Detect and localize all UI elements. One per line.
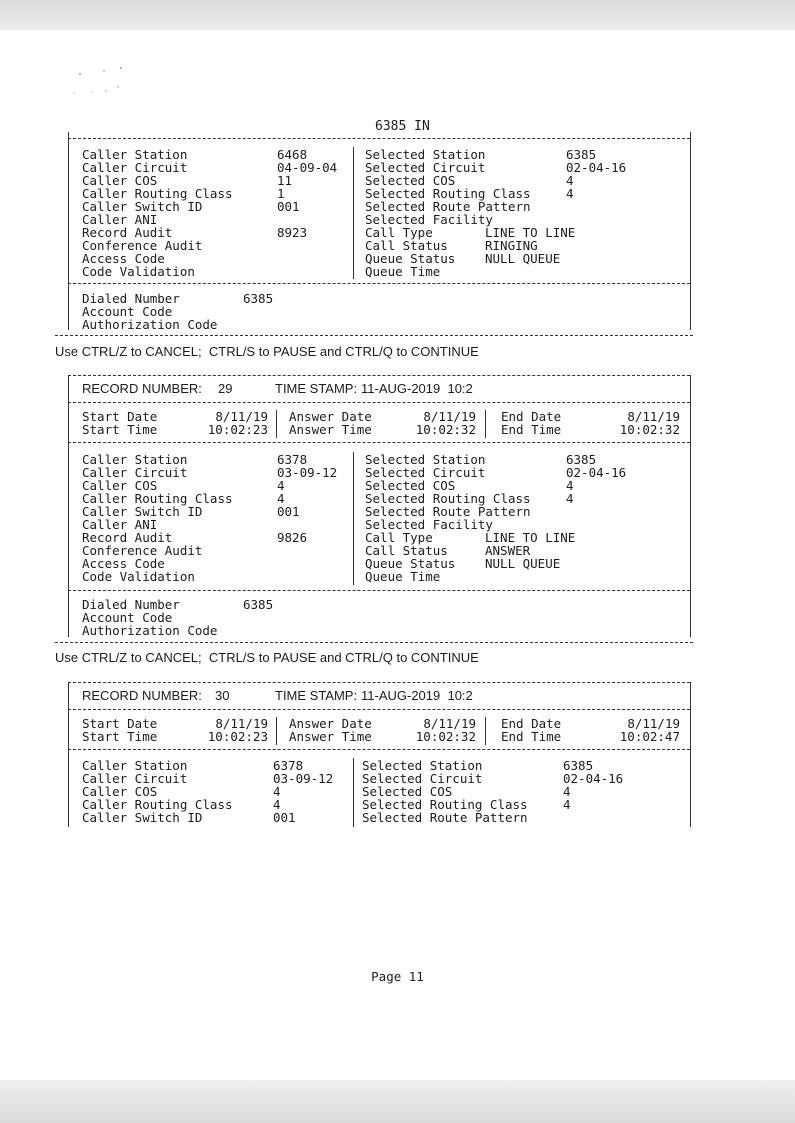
value-record-audit: 8923 bbox=[277, 225, 308, 240]
divider bbox=[55, 642, 693, 643]
frame-left bbox=[68, 682, 69, 827]
label-queue-status: Queue Status bbox=[365, 251, 456, 266]
value-caller-routing-class: 1 bbox=[277, 186, 285, 201]
label-answer-date: Answer Date bbox=[289, 409, 372, 424]
label-queue-time: Queue Time bbox=[365, 264, 441, 279]
value-caller-station: 6378 bbox=[277, 452, 308, 467]
label-caller-cos: Caller COS bbox=[82, 478, 158, 493]
value-selected-cos: 4 bbox=[563, 784, 571, 799]
label-dialed-number: Dialed Number bbox=[82, 291, 180, 306]
label-time-stamp: TIME STAMP: bbox=[275, 688, 358, 703]
value-caller-circuit: 04-09-04 bbox=[277, 160, 338, 175]
label-start-date: Start Date bbox=[82, 409, 158, 424]
label-call-status: Call Status bbox=[365, 238, 448, 253]
label-account-code: Account Code bbox=[82, 304, 173, 319]
label-conference-audit: Conference Audit bbox=[82, 238, 203, 253]
label-end-date: End Date bbox=[501, 409, 562, 424]
frame-left bbox=[68, 375, 69, 637]
value-caller-circuit: 03-09-12 bbox=[273, 771, 334, 786]
value-selected-station: 6385 bbox=[563, 758, 594, 773]
label-time-stamp: TIME STAMP: bbox=[275, 381, 358, 396]
label-selected-routing-class: Selected Routing Class bbox=[365, 186, 531, 201]
label-caller-routing-class: Caller Routing Class bbox=[82, 797, 233, 812]
column-separator bbox=[276, 410, 277, 438]
label-account-code: Account Code bbox=[82, 610, 173, 625]
value-selected-circuit: 02-04-16 bbox=[566, 465, 627, 480]
value-queue-status: NULL QUEUE bbox=[485, 251, 561, 266]
label-code-validation: Code Validation bbox=[82, 264, 195, 279]
value-call-type: LINE TO LINE bbox=[485, 225, 576, 240]
value-start-time: 10:02:23 bbox=[207, 422, 268, 437]
value-end-time: 10:02:32 bbox=[619, 422, 680, 437]
column-separator bbox=[276, 717, 277, 745]
label-authorization-code: Authorization Code bbox=[82, 623, 218, 638]
label-selected-route-pattern: Selected Route Pattern bbox=[362, 810, 528, 825]
value-start-time: 10:02:23 bbox=[207, 729, 268, 744]
frame-right bbox=[690, 132, 691, 330]
label-answer-time: Answer Time bbox=[289, 422, 372, 437]
divider bbox=[68, 749, 690, 750]
column-separator bbox=[485, 410, 486, 438]
label-end-time: End Time bbox=[501, 729, 562, 744]
value-caller-station: 6378 bbox=[273, 758, 304, 773]
frame-left bbox=[68, 132, 69, 330]
label-record-audit: Record Audit bbox=[82, 225, 173, 240]
page-number: Page 11 bbox=[371, 969, 424, 984]
label-record-audit: Record Audit bbox=[82, 530, 173, 545]
label-access-code: Access Code bbox=[82, 556, 165, 571]
column-separator bbox=[485, 717, 486, 745]
label-caller-circuit: Caller Circuit bbox=[82, 160, 188, 175]
value-selected-routing-class: 4 bbox=[563, 797, 571, 812]
value-call-status: RINGING bbox=[485, 238, 538, 253]
label-start-time: Start Time bbox=[82, 422, 158, 437]
value-record-audit: 9826 bbox=[277, 530, 308, 545]
label-end-time: End Time bbox=[501, 422, 562, 437]
label-record-number: RECORD NUMBER: bbox=[82, 688, 202, 703]
divider bbox=[68, 590, 690, 591]
label-selected-cos: Selected COS bbox=[362, 784, 453, 799]
label-selected-routing-class: Selected Routing Class bbox=[365, 491, 531, 506]
value-caller-circuit: 03-09-12 bbox=[277, 465, 338, 480]
label-answer-date: Answer Date bbox=[289, 716, 372, 731]
value-record-number: 29 bbox=[218, 381, 233, 396]
value-selected-cos: 4 bbox=[566, 173, 574, 188]
value-selected-station: 6385 bbox=[566, 147, 597, 162]
label-selected-station: Selected Station bbox=[365, 452, 486, 467]
label-selected-cos: Selected COS bbox=[365, 173, 456, 188]
column-separator bbox=[353, 452, 354, 585]
label-caller-routing-class: Caller Routing Class bbox=[82, 491, 233, 506]
value-selected-cos: 4 bbox=[566, 478, 574, 493]
divider bbox=[55, 335, 693, 336]
label-caller-station: Caller Station bbox=[82, 452, 188, 467]
label-selected-cos: Selected COS bbox=[365, 478, 456, 493]
value-call-type: LINE TO LINE bbox=[485, 530, 576, 545]
divider bbox=[68, 138, 690, 139]
value-selected-circuit: 02-04-16 bbox=[563, 771, 624, 786]
value-time-stamp: 11-AUG-2019 10:2 bbox=[361, 381, 473, 396]
value-caller-routing-class: 4 bbox=[273, 797, 281, 812]
label-code-validation: Code Validation bbox=[82, 569, 195, 584]
label-selected-route-pattern: Selected Route Pattern bbox=[365, 199, 531, 214]
divider bbox=[68, 442, 690, 443]
value-time-stamp: 11-AUG-2019 10:2 bbox=[361, 688, 473, 703]
label-caller-switch-id: Caller Switch ID bbox=[82, 504, 203, 519]
value-answer-date: 8/11/19 bbox=[423, 409, 476, 424]
value-caller-switch-id: 001 bbox=[273, 810, 296, 825]
label-caller-routing-class: Caller Routing Class bbox=[82, 186, 233, 201]
label-caller-circuit: Caller Circuit bbox=[82, 771, 188, 786]
label-caller-ani: Caller ANI bbox=[82, 517, 158, 532]
value-dialed-number: 6385 bbox=[243, 291, 274, 306]
value-start-date: 8/11/19 bbox=[215, 716, 268, 731]
value-selected-routing-class: 4 bbox=[566, 186, 574, 201]
label-selected-station: Selected Station bbox=[362, 758, 483, 773]
scan-edge-top bbox=[0, 0, 795, 30]
label-caller-switch-id: Caller Switch ID bbox=[82, 810, 203, 825]
label-caller-cos: Caller COS bbox=[82, 173, 158, 188]
value-caller-station: 6468 bbox=[277, 147, 308, 162]
label-caller-station: Caller Station bbox=[82, 758, 188, 773]
label-start-time: Start Time bbox=[82, 729, 158, 744]
value-selected-station: 6385 bbox=[566, 452, 597, 467]
value-selected-routing-class: 4 bbox=[566, 491, 574, 506]
divider bbox=[68, 682, 690, 683]
label-call-status: Call Status bbox=[365, 543, 448, 558]
label-call-type: Call Type bbox=[365, 225, 433, 240]
label-call-type: Call Type bbox=[365, 530, 433, 545]
value-caller-cos: 4 bbox=[273, 784, 281, 799]
label-authorization-code: Authorization Code bbox=[82, 317, 218, 332]
label-selected-facility: Selected Facility bbox=[365, 517, 493, 532]
label-conference-audit: Conference Audit bbox=[82, 543, 203, 558]
label-selected-station: Selected Station bbox=[365, 147, 486, 162]
label-caller-switch-id: Caller Switch ID bbox=[82, 199, 203, 214]
value-call-status: ANSWER bbox=[485, 543, 531, 558]
instruction-line: Use CTRL/Z to CANCEL; CTRL/S to PAUSE and CTRL/Q to CONTINUE bbox=[55, 344, 479, 359]
scan-specks bbox=[62, 60, 142, 100]
label-caller-ani: Caller ANI bbox=[82, 212, 158, 227]
label-dialed-number: Dialed Number bbox=[82, 597, 180, 612]
divider bbox=[68, 283, 690, 284]
divider bbox=[68, 709, 690, 710]
label-selected-circuit: Selected Circuit bbox=[365, 465, 486, 480]
label-selected-circuit: Selected Circuit bbox=[362, 771, 483, 786]
value-end-date: 8/11/19 bbox=[627, 409, 680, 424]
label-selected-facility: Selected Facility bbox=[365, 212, 493, 227]
value-end-date: 8/11/19 bbox=[627, 716, 680, 731]
value-caller-routing-class: 4 bbox=[277, 491, 285, 506]
label-end-date: End Date bbox=[501, 716, 562, 731]
label-queue-status: Queue Status bbox=[365, 556, 456, 571]
divider bbox=[68, 402, 690, 403]
instruction-line: Use CTRL/Z to CANCEL; CTRL/S to PAUSE and CTRL/Q to CONTINUE bbox=[55, 650, 479, 665]
value-queue-status: NULL QUEUE bbox=[485, 556, 561, 571]
value-caller-cos: 11 bbox=[277, 173, 293, 188]
value-caller-switch-id: 001 bbox=[277, 504, 300, 519]
label-access-code: Access Code bbox=[82, 251, 165, 266]
label-start-date: Start Date bbox=[82, 716, 158, 731]
label-answer-time: Answer Time bbox=[289, 729, 372, 744]
value-end-time: 10:02:47 bbox=[619, 729, 680, 744]
label-caller-cos: Caller COS bbox=[82, 784, 158, 799]
value-start-date: 8/11/19 bbox=[215, 409, 268, 424]
label-caller-circuit: Caller Circuit bbox=[82, 465, 188, 480]
frame-right bbox=[690, 682, 691, 827]
label-selected-circuit: Selected Circuit bbox=[365, 160, 486, 175]
value-answer-time: 10:02:32 bbox=[415, 422, 476, 437]
label-selected-routing-class: Selected Routing Class bbox=[362, 797, 528, 812]
value-dialed-number: 6385 bbox=[243, 597, 274, 612]
column-separator bbox=[353, 758, 354, 827]
frame-right bbox=[690, 375, 691, 637]
label-caller-station: Caller Station bbox=[82, 147, 188, 162]
label-record-number: RECORD NUMBER: bbox=[82, 381, 202, 396]
value-caller-cos: 4 bbox=[277, 478, 285, 493]
value-selected-circuit: 02-04-16 bbox=[566, 160, 627, 175]
value-record-number: 30 bbox=[215, 688, 230, 703]
label-selected-route-pattern: Selected Route Pattern bbox=[365, 504, 531, 519]
column-separator bbox=[353, 147, 354, 279]
page-title: 6385 IN bbox=[375, 119, 430, 134]
value-caller-switch-id: 001 bbox=[277, 199, 300, 214]
value-answer-time: 10:02:32 bbox=[415, 729, 476, 744]
scan-edge-bottom bbox=[0, 1080, 795, 1123]
label-queue-time: Queue Time bbox=[365, 569, 441, 584]
divider bbox=[68, 375, 690, 376]
value-answer-date: 8/11/19 bbox=[423, 716, 476, 731]
